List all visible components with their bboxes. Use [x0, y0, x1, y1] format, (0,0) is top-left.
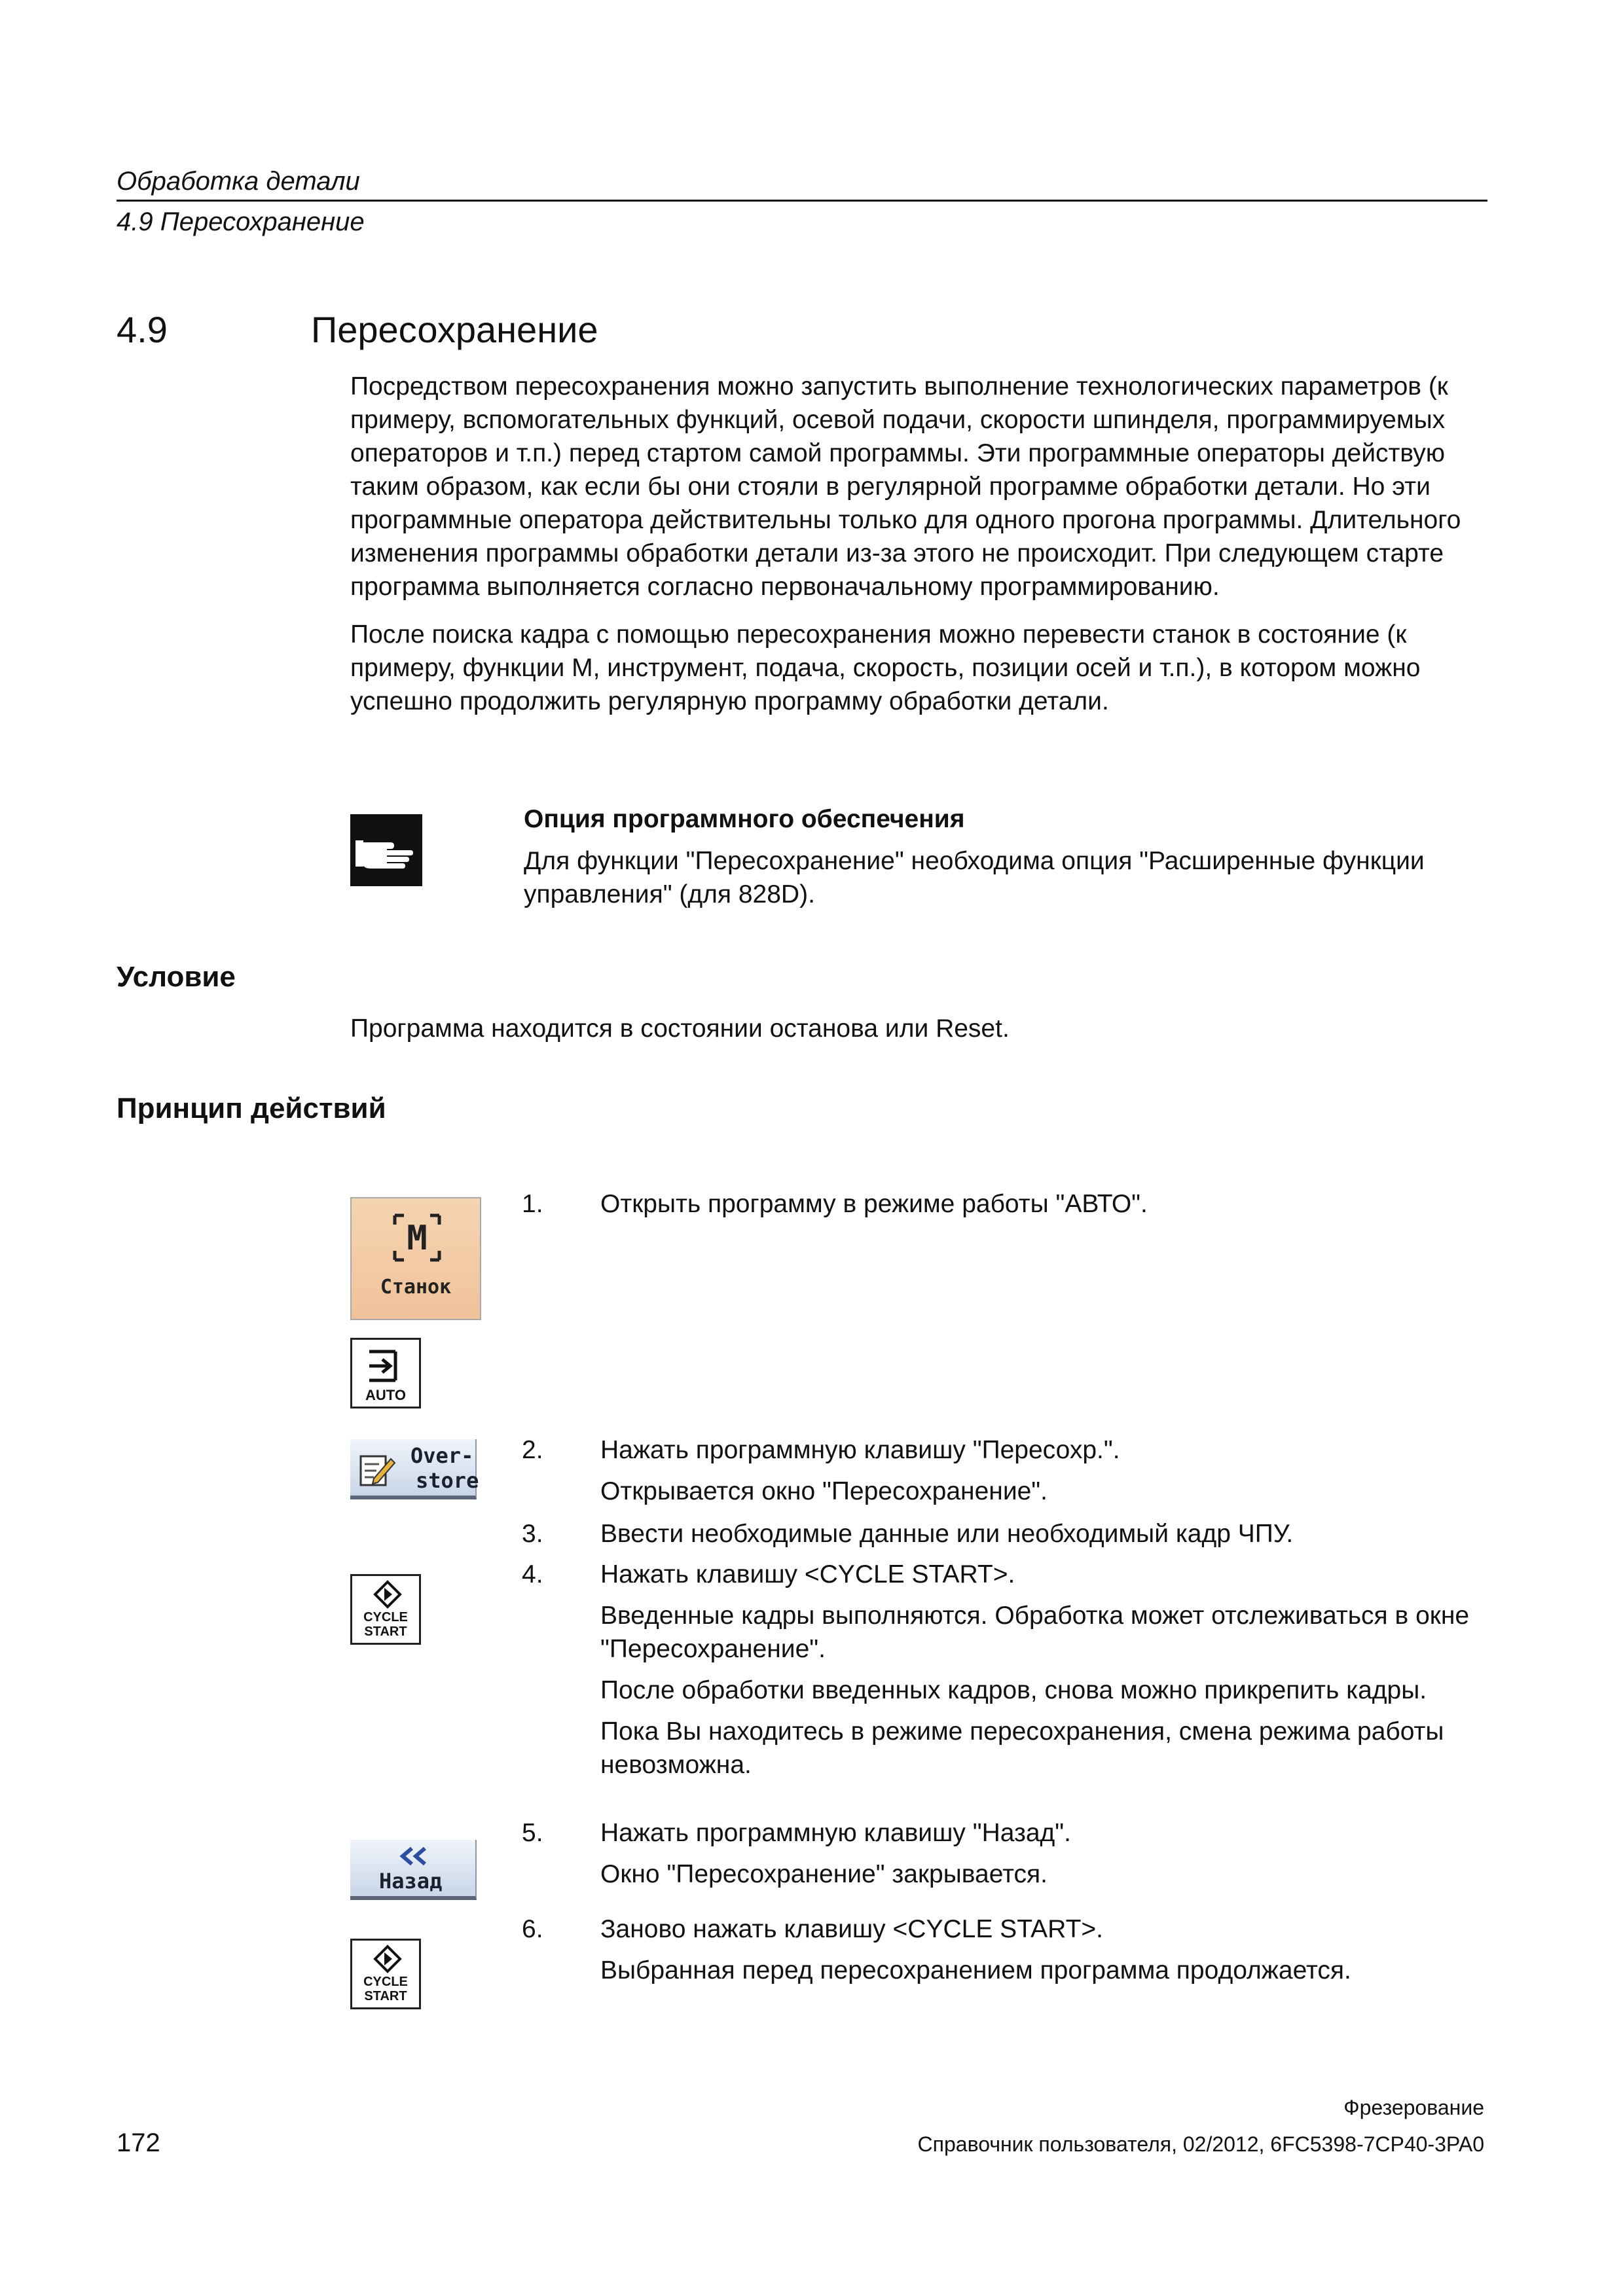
step-4-result-3: Пока Вы находитесь в режиме пересохранения, смена режима работы невозможна. — [600, 1717, 1444, 1779]
step-2-result: Открывается окно "Пересохранение". — [600, 1477, 1048, 1505]
step-1 — [600, 1187, 1491, 1221]
overstore-softkey[interactable] — [350, 1439, 477, 1499]
double-chevron-left-icon — [399, 1846, 429, 1866]
back-softkey-label: Назад — [379, 1869, 443, 1893]
step-4 — [600, 1558, 1491, 1782]
step-1-text: Открыть программу в режиме работы "АВТО". — [600, 1190, 1148, 1218]
step-5-text: Нажать программную клавишу "Назад". — [600, 1819, 1071, 1847]
step-2-text: Нажать программную клавишу "Пересохр.". — [600, 1436, 1120, 1464]
auto-key[interactable] — [350, 1338, 421, 1408]
step-5-result: Окно "Пересохранение" закрывается. — [600, 1860, 1048, 1888]
cycle-start-icon — [373, 1945, 402, 1973]
step-6-number: 6. — [522, 1915, 543, 1943]
step-1-number: 1. — [522, 1190, 543, 1218]
cycle-start-label-line2: START — [364, 1989, 407, 2003]
step-6-result: Выбранная перед пересохранением программа продолжается. — [600, 1956, 1351, 1984]
back-softkey[interactable] — [350, 1840, 477, 1900]
machine-m-icon — [390, 1210, 445, 1265]
note-title: Опция программного обеспечения — [524, 805, 965, 833]
step-6 — [600, 1912, 1491, 1987]
step-2 — [600, 1433, 1491, 1508]
step-2-number: 2. — [522, 1436, 543, 1464]
condition-heading: Условие — [117, 961, 236, 993]
section-title: Пересохранение — [311, 309, 598, 350]
cycle-start-label-line1: CYCLE — [363, 1610, 408, 1624]
cycle-start-label-line2: START — [364, 1624, 407, 1639]
intro-paragraph-2: После поиска кадра с помощью пересохранения можно перевести станок в состояние (к примеру, функции M, инструмент, подача, скорость, позиции осей и т.п.), в котором можно успешно продолжить регулярную программу обработки детали. — [350, 620, 1421, 715]
step-4-result-1: Введенные кадры выполняются. Обработка может отслеживаться в окне "Пересохранение". — [600, 1602, 1470, 1663]
intro-text — [350, 370, 1493, 732]
footer-reference: Справочник пользователя, 02/2012, 6FC5398-7CP40-3PA0 — [917, 2132, 1484, 2156]
step-4-text: Нажать клавишу <CYCLE START>. — [600, 1560, 1015, 1588]
step-3 — [600, 1517, 1491, 1551]
cycle-start-key[interactable] — [350, 1574, 421, 1645]
step-4-result-2: После обработки введенных кадров, снова можно прикрепить кадры. — [600, 1676, 1427, 1704]
section-number: 4.9 — [117, 309, 168, 350]
step-5 — [600, 1816, 1491, 1891]
intro-paragraph-1: Посредством пересохранения можно запустить выполнение технологических параметров (к примеру, вспомогательных функций, осевой подачи, скорости шпинделя, программируемых операторов и т.п.) перед стартом самой программы. Эти программные операторы действую таким образом, как если бы они стояли в регулярной программе обработки детали. Но эти программные оператора действительны только для одного прогона программы. Длительного изменения программы обработки детали из-за этого не происходит. При следующем старте программа выполняется согласно первоначальному программированию. — [350, 372, 1461, 601]
cycle-start-label-line1: CYCLE — [363, 1975, 408, 1989]
machine-softkey[interactable] — [350, 1197, 481, 1320]
condition-text: Программа находится в состоянии останова или Reset. — [350, 1014, 1010, 1043]
procedure-heading: Принцип действий — [117, 1092, 386, 1124]
edit-pencil-icon — [358, 1450, 396, 1488]
overstore-label-line2: store — [416, 1468, 479, 1493]
running-header-chapter: Обработка детали — [117, 167, 360, 196]
machine-softkey-label: Станок — [380, 1276, 452, 1299]
step-6-text: Заново нажать клавишу <CYCLE START>. — [600, 1915, 1104, 1943]
auto-key-label: AUTO — [365, 1387, 406, 1403]
svg-text:M: M — [407, 1219, 428, 1258]
step-4-number: 4. — [522, 1560, 543, 1588]
pointing-hand-icon — [350, 814, 422, 886]
note-text: Для функции "Пересохранение" необходима опция "Расширенные функции управления" (для 828D). — [524, 847, 1425, 908]
step-5-number: 5. — [522, 1819, 543, 1847]
footer-book: Фрезерование — [1343, 2096, 1484, 2119]
step-3-number: 3. — [522, 1520, 543, 1548]
auto-arrow-icon — [367, 1346, 409, 1386]
step-3-text: Ввести необходимые данные или необходимый кадр ЧПУ. — [600, 1520, 1294, 1548]
running-header-section: 4.9 Пересохранение — [117, 207, 365, 236]
cycle-start-key-2[interactable] — [350, 1939, 421, 2009]
header-rule — [117, 200, 1487, 202]
overstore-label-line1: Over- — [410, 1443, 474, 1468]
page-number: 172 — [117, 2128, 160, 2157]
cycle-start-icon — [373, 1580, 402, 1609]
